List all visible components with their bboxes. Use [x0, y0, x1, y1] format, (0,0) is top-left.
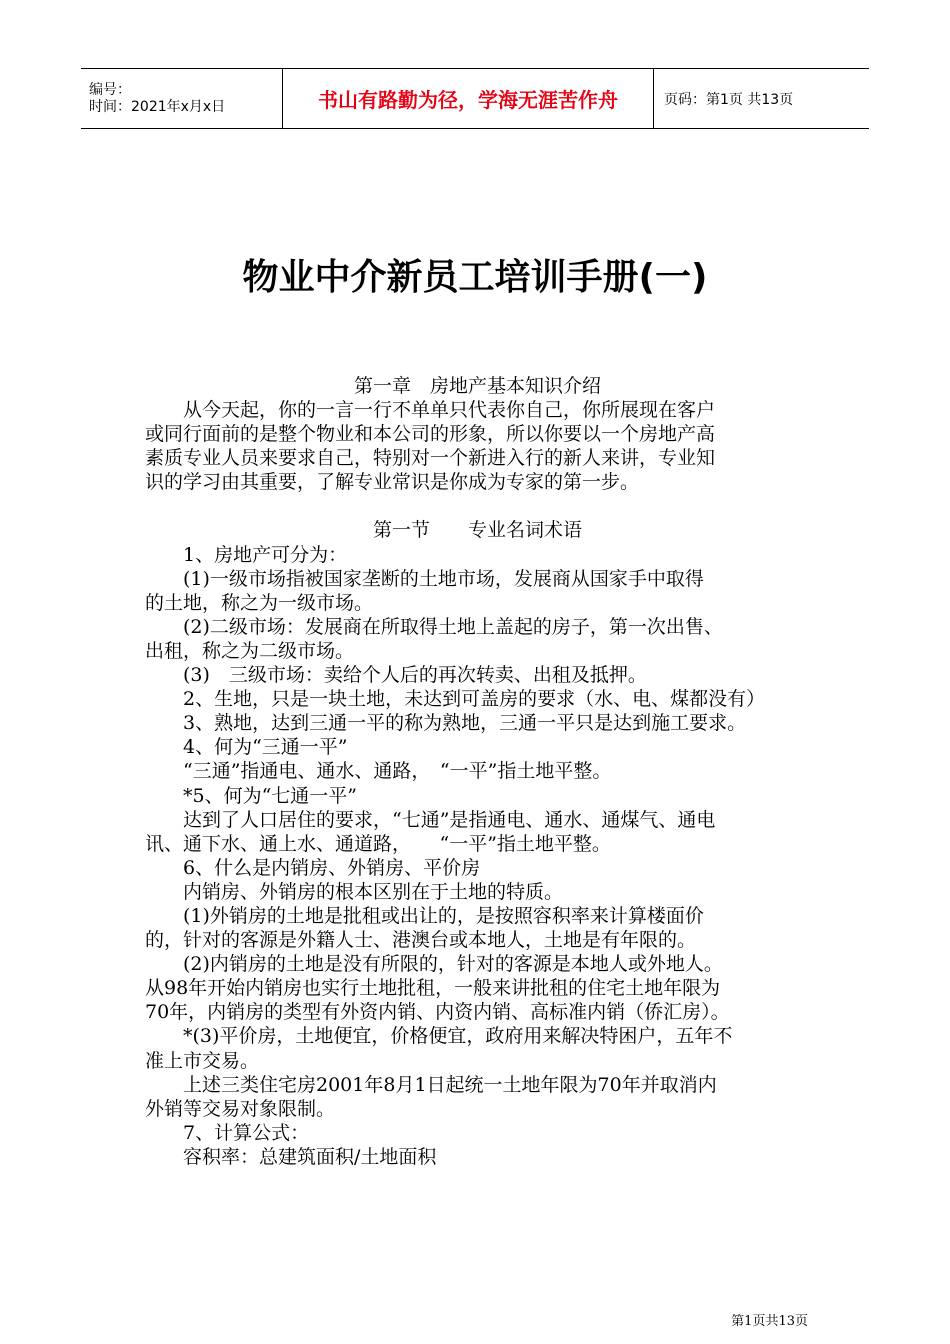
- header-page-info: 页码：第1页 共13页: [664, 91, 794, 108]
- header-motto-cell: [283, 69, 654, 128]
- text-line: 的土地，称之为一级市场。: [145, 591, 374, 614]
- chapter-heading: 第一章 房地产基本知识介绍: [353, 375, 601, 397]
- header-meta: [81, 69, 283, 128]
- text-line: (1)外销房的土地是批租或出让的，是按照容积率来计算楼面价: [145, 904, 704, 927]
- text-line: 内销房、外销房的根本区别在于土地的特质。: [145, 880, 564, 903]
- header-page-info-cell: [654, 69, 869, 128]
- text-line: (2)二级市场：发展商在所取得土地上盖起的房子，第一次出售、: [145, 615, 723, 638]
- text-line: *5、何为“七通一平”: [145, 784, 358, 807]
- text-line: 准上市交易。: [145, 1049, 260, 1072]
- text-line: 6、什么是内销房、外销房、平价房: [145, 856, 481, 879]
- text-line: 从今天起，你的一言一行不单单只代表你自己，你所展现在客户: [145, 399, 716, 422]
- text-line: 2、生地，只是一块土地，未达到可盖房的要求（水、电、煤都没有）: [145, 688, 766, 711]
- intro-paragraph: [145, 398, 810, 494]
- text-line: *(3)平价房，土地便宜，价格便宜，政府用来解决特困户，五年不: [145, 1025, 733, 1048]
- text-line: 素质专业人员来要求自己，特别对一个新进入行的新人来讲，专业知: [145, 447, 716, 470]
- text-line: (2)内销房的土地是没有所限的，针对的客源是本地人或外地人。: [145, 953, 723, 976]
- text-line: 从98年开始内销房也实行土地批租，一般来讲批租的住宅土地年限为: [145, 977, 721, 1000]
- text-line: (1)一级市场指被国家垄断的土地市场，发展商从国家手中取得: [145, 567, 704, 590]
- text-line: 讯、通下水、通上水、通道路， “一平”指土地平整。: [145, 832, 611, 855]
- text-line: 70年，内销房的类型有外资内销、内资内销、高标准内销（侨汇房）。: [145, 1001, 730, 1024]
- text-line: 3、熟地，达到三通一平的称为熟地，三通一平只是达到施工要求。: [145, 712, 747, 735]
- text-line: 的，针对的客源是外籍人士、港澳台或本地人，土地是有年限的。: [145, 929, 697, 952]
- text-line: (3) 三级市场：卖给个人后的再次转卖、出租及抵押。: [145, 664, 647, 687]
- text-line: 或同行面前的是整个物业和本公司的形象，所以你要以一个房地产高: [145, 423, 716, 446]
- text-line: 容积率：总建筑面积/土地面积: [145, 1145, 437, 1168]
- text-line: 出租，称之为二级市场。: [145, 639, 355, 662]
- document-body: [145, 374, 810, 1169]
- document-date-label: 时间：2021年x月x日: [89, 98, 226, 115]
- text-line: 识的学习由其重要，了解专业常识是你成为专家的第一步。: [145, 471, 640, 494]
- document-number-label: 编号：: [89, 81, 131, 98]
- text-line: 上述三类住宅房2001年8月1日起统一土地年限为70年并取消内: [145, 1073, 717, 1096]
- header-motto: 书山有路勤为径，学海无涯苦作舟: [318, 88, 618, 112]
- section-body: [145, 543, 810, 1169]
- section-heading: 第一节 专业名词术语: [372, 519, 582, 542]
- text-line: 1、房地产可分为：: [145, 543, 348, 566]
- text-line: “三通”指通电、通水、通路， “一平”指土地平整。: [145, 760, 612, 783]
- document-title: 物业中介新员工培训手册(一): [242, 257, 708, 298]
- paragraph-gap: [145, 494, 810, 518]
- text-line: 外销等交易对象限制。: [145, 1097, 336, 1120]
- page-header: [81, 68, 869, 129]
- page-footer: 第1页共13页: [731, 1314, 808, 1329]
- text-line: 7、计算公式：: [145, 1121, 310, 1144]
- text-line: 达到了人口居住的要求，“七通”是指通电、通水、通煤气、通电: [145, 808, 716, 831]
- text-line: 4、何为“三通一平”: [145, 736, 348, 759]
